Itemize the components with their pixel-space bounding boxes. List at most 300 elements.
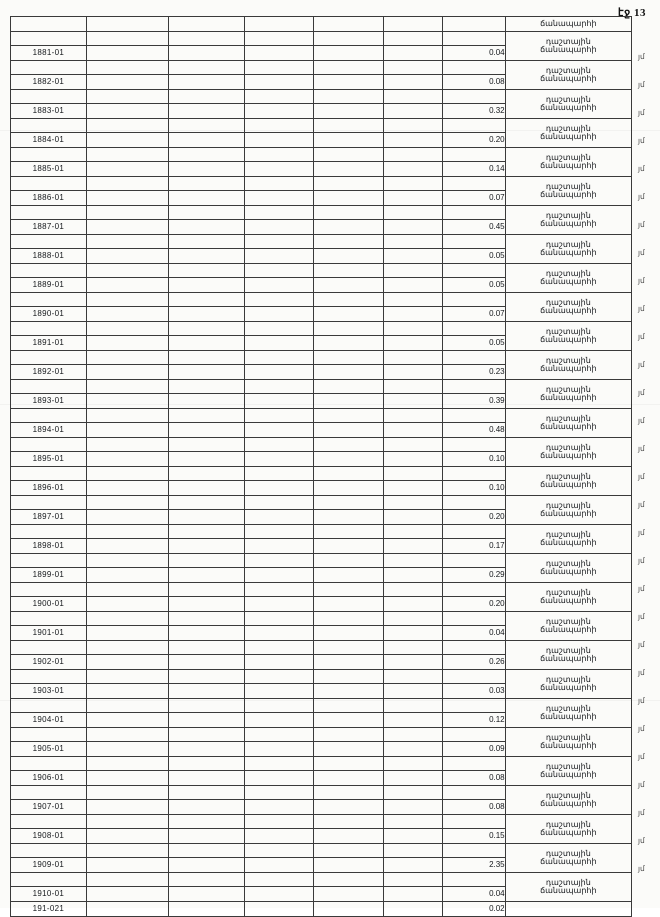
- cell-blank: [168, 641, 244, 655]
- cell-blank: [168, 293, 244, 307]
- cell-blank: [314, 307, 383, 322]
- margin-mark: յմ: [638, 863, 645, 873]
- margin-mark: յմ: [638, 667, 645, 677]
- cell-blank: [244, 307, 313, 322]
- cell-amount: [442, 467, 505, 481]
- cell-blank: [244, 597, 313, 612]
- cell-blank: [86, 394, 168, 409]
- cell-amount: 0.20: [442, 597, 505, 612]
- cell-amount: [442, 90, 505, 104]
- cell-blank: [383, 699, 442, 713]
- cell-blank: [244, 844, 313, 858]
- cell-blank: [383, 844, 442, 858]
- table-row: [11, 641, 632, 655]
- cell-blank: [168, 858, 244, 873]
- cell-blank: [383, 873, 442, 887]
- cell-blank: [314, 90, 383, 104]
- cell-blank: [244, 293, 313, 307]
- cell-blank: [86, 278, 168, 293]
- cell-blank: [244, 235, 313, 249]
- table-row: [11, 757, 632, 771]
- cell-amount: [442, 699, 505, 713]
- cell-blank: [314, 742, 383, 757]
- table-row: [11, 786, 632, 800]
- cell-blank: [244, 510, 313, 525]
- cell-blank: [244, 365, 313, 380]
- cell-blank: [244, 539, 313, 554]
- cell-blank: [168, 119, 244, 133]
- cell-blank: [168, 655, 244, 670]
- cell-code: 1910-01: [11, 887, 87, 902]
- cell-blank: [314, 786, 383, 800]
- cell-blank: [86, 612, 168, 626]
- cell-blank: [383, 32, 442, 46]
- cell-blank: [314, 873, 383, 887]
- cell-blank: [168, 423, 244, 438]
- cell-blank: [314, 394, 383, 409]
- cell-code: [11, 728, 87, 742]
- cell-blank: [86, 525, 168, 539]
- cell-code: [11, 757, 87, 771]
- cell-code: 1882-01: [11, 75, 87, 90]
- cell-blank: [244, 612, 313, 626]
- margin-mark: յմ: [638, 331, 645, 341]
- cell-code: 1906-01: [11, 771, 87, 786]
- cell-amount: 0.02: [442, 902, 505, 917]
- cell-blank: [383, 554, 442, 568]
- table-row: [11, 612, 632, 626]
- cell-code: [11, 699, 87, 713]
- cell-blank: [168, 365, 244, 380]
- cell-blank: [168, 670, 244, 684]
- cell-code: [11, 264, 87, 278]
- cell-blank: [314, 249, 383, 264]
- cell-code: 1891-01: [11, 336, 87, 351]
- cell-blank: [86, 568, 168, 583]
- cell-blank: [86, 757, 168, 771]
- cell-amount: [442, 728, 505, 742]
- cell-blank: [383, 525, 442, 539]
- cell-code: [11, 322, 87, 336]
- cell-blank: [168, 510, 244, 525]
- cell-blank: [244, 220, 313, 235]
- cell-blank: [168, 380, 244, 394]
- margin-mark: յմ: [638, 499, 645, 509]
- cell-code: 1894-01: [11, 423, 87, 438]
- table-row: [11, 815, 632, 829]
- cell-blank: [383, 568, 442, 583]
- cell-blank: [168, 46, 244, 61]
- cell-blank: [86, 191, 168, 206]
- table-row: [11, 61, 632, 75]
- cell-amount: 0.48: [442, 423, 505, 438]
- cell-blank: [383, 249, 442, 264]
- cell-amount: [442, 873, 505, 887]
- cell-code: 1895-01: [11, 452, 87, 467]
- cell-description: դաշտային ճանապարհի: [505, 177, 631, 206]
- cell-blank: [383, 206, 442, 220]
- cell-amount: 0.20: [442, 510, 505, 525]
- cell-blank: [383, 815, 442, 829]
- cell-description: դաշտային ճանապարհի: [505, 728, 631, 757]
- cell-code: 1897-01: [11, 510, 87, 525]
- cell-code: 1904-01: [11, 713, 87, 728]
- cell-blank: [383, 684, 442, 699]
- cell-blank: [314, 264, 383, 278]
- cell-code: [11, 380, 87, 394]
- cell-blank: [314, 612, 383, 626]
- margin-mark: յմ: [638, 835, 645, 845]
- margin-mark: յմ: [638, 555, 645, 565]
- cell-blank: [86, 264, 168, 278]
- cell-blank: [168, 902, 244, 917]
- cell-description: դաշտային ճանապարհի: [505, 873, 631, 902]
- table-row: [11, 32, 632, 46]
- cell-blank: [244, 336, 313, 351]
- cell-blank: [86, 220, 168, 235]
- cell-description: դաշտային ճանապարհի: [505, 32, 631, 61]
- margin-mark: յմ: [638, 779, 645, 789]
- cell-blank: [86, 481, 168, 496]
- cell-blank: [86, 641, 168, 655]
- cell-blank: [86, 351, 168, 365]
- cell-code: 1889-01: [11, 278, 87, 293]
- cell-blank: [168, 699, 244, 713]
- cell-blank: [168, 568, 244, 583]
- cell-description: դաշտային ճանապարհի: [505, 322, 631, 351]
- cell-blank: [168, 800, 244, 815]
- cell-blank: [168, 235, 244, 249]
- cell-blank: [244, 902, 313, 917]
- cell-blank: [383, 481, 442, 496]
- cell-blank: [383, 307, 442, 322]
- margin-mark: յմ: [638, 415, 645, 425]
- cell-description: դաշտային ճանապարհի: [505, 438, 631, 467]
- cell-amount: 0.39: [442, 394, 505, 409]
- cell-blank: [383, 365, 442, 380]
- cell-blank: [383, 220, 442, 235]
- cell-amount: [442, 815, 505, 829]
- cell-blank: [86, 46, 168, 61]
- cell-blank: [86, 438, 168, 452]
- cell-code: 1888-01: [11, 249, 87, 264]
- margin-mark: յմ: [638, 527, 645, 537]
- cell-amount: 0.32: [442, 104, 505, 119]
- cell-blank: [383, 858, 442, 873]
- cell-code: [11, 583, 87, 597]
- margin-mark: յմ: [638, 639, 645, 649]
- cell-blank: [383, 293, 442, 307]
- cell-description: դաշտային ճանապարհի: [505, 61, 631, 90]
- cell-blank: [314, 133, 383, 148]
- cell-blank: [244, 423, 313, 438]
- cell-blank: [383, 133, 442, 148]
- cell-amount: 0.08: [442, 800, 505, 815]
- cell-blank: [168, 220, 244, 235]
- cell-amount: 0.09: [442, 742, 505, 757]
- cell-blank: [86, 496, 168, 510]
- cell-amount: 0.15: [442, 829, 505, 844]
- cell-blank: [86, 75, 168, 90]
- cell-blank: [168, 409, 244, 423]
- cell-blank: [383, 757, 442, 771]
- cell-blank: [86, 293, 168, 307]
- cell-blank: [383, 452, 442, 467]
- cell-code: [11, 17, 87, 32]
- cell-code: 1909-01: [11, 858, 87, 873]
- cell-code: [11, 873, 87, 887]
- cell-blank: [86, 815, 168, 829]
- cell-description: դաշտային ճանապարհի: [505, 699, 631, 728]
- cell-blank: [314, 220, 383, 235]
- cell-blank: [244, 713, 313, 728]
- table-row: [11, 554, 632, 568]
- cell-blank: [86, 873, 168, 887]
- cell-blank: [244, 90, 313, 104]
- cell-blank: [86, 235, 168, 249]
- cell-blank: [168, 104, 244, 119]
- cell-description: դաշտային ճանապարհի: [505, 815, 631, 844]
- cell-amount: 0.04: [442, 887, 505, 902]
- cell-blank: [244, 800, 313, 815]
- margin-mark: յմ: [638, 107, 645, 117]
- cell-amount: 0.45: [442, 220, 505, 235]
- cell-blank: [168, 177, 244, 191]
- cell-blank: [244, 32, 313, 46]
- cell-amount: [442, 670, 505, 684]
- cell-blank: [168, 148, 244, 162]
- cell-amount: [442, 61, 505, 75]
- cell-amount: 0.26: [442, 655, 505, 670]
- margin-mark: յմ: [638, 275, 645, 285]
- cell-code: [11, 351, 87, 365]
- cell-code: 1896-01: [11, 481, 87, 496]
- cell-blank: [244, 481, 313, 496]
- cell-blank: [383, 800, 442, 815]
- margin-mark: յմ: [638, 807, 645, 817]
- cell-blank: [168, 452, 244, 467]
- cell-description: դաշտային ճանապարհի: [505, 583, 631, 612]
- cell-blank: [383, 742, 442, 757]
- table-row: [11, 293, 632, 307]
- cell-blank: [86, 162, 168, 177]
- cell-amount: [442, 32, 505, 46]
- cell-code: 1881-01: [11, 46, 87, 61]
- cell-code: [11, 844, 87, 858]
- cell-blank: [168, 32, 244, 46]
- cell-blank: [244, 148, 313, 162]
- cell-description: դաշտային ճանապարհի: [505, 525, 631, 554]
- cell-blank: [383, 264, 442, 278]
- table-row: [11, 873, 632, 887]
- cell-amount: [442, 438, 505, 452]
- cell-code: [11, 670, 87, 684]
- cell-blank: [86, 728, 168, 742]
- cell-blank: [244, 119, 313, 133]
- cell-blank: [86, 177, 168, 191]
- cell-blank: [244, 525, 313, 539]
- table-row: [11, 728, 632, 742]
- cell-blank: [383, 728, 442, 742]
- table-row: [11, 351, 632, 365]
- cell-blank: [86, 249, 168, 264]
- cell-blank: [86, 655, 168, 670]
- cell-code: [11, 235, 87, 249]
- cell-blank: [244, 742, 313, 757]
- table-row: [11, 235, 632, 249]
- cell-blank: [244, 162, 313, 177]
- cell-amount: [442, 409, 505, 423]
- cell-blank: [168, 206, 244, 220]
- cell-blank: [314, 191, 383, 206]
- cell-blank: [86, 104, 168, 119]
- cell-blank: [244, 278, 313, 293]
- cell-blank: [383, 351, 442, 365]
- cell-blank: [86, 800, 168, 815]
- cell-blank: [244, 380, 313, 394]
- cell-blank: [168, 17, 244, 32]
- cell-blank: [86, 742, 168, 757]
- margin-mark: յմ: [638, 247, 645, 257]
- page-number: էջ 13: [617, 7, 646, 19]
- cell-blank: [383, 75, 442, 90]
- cell-blank: [314, 336, 383, 351]
- cell-blank: [86, 307, 168, 322]
- cell-blank: [383, 61, 442, 75]
- cell-blank: [86, 206, 168, 220]
- cell-blank: [314, 177, 383, 191]
- cell-blank: [383, 409, 442, 423]
- margin-mark: յմ: [638, 471, 645, 481]
- margin-mark: յմ: [638, 443, 645, 453]
- cell-blank: [86, 148, 168, 162]
- cell-description: դաշտային ճանապարհի: [505, 757, 631, 786]
- cell-blank: [314, 626, 383, 641]
- cell-blank: [86, 133, 168, 148]
- cell-blank: [244, 206, 313, 220]
- cell-blank: [383, 902, 442, 917]
- cell-blank: [244, 496, 313, 510]
- cell-code: 191-021: [11, 902, 87, 917]
- cell-blank: [244, 554, 313, 568]
- cell-blank: [168, 307, 244, 322]
- cell-blank: [86, 684, 168, 699]
- cell-blank: [244, 873, 313, 887]
- cell-blank: [314, 467, 383, 481]
- margin-mark: յմ: [638, 387, 645, 397]
- cell-blank: [168, 438, 244, 452]
- cell-blank: [314, 510, 383, 525]
- cell-blank: [314, 61, 383, 75]
- cell-amount: 0.10: [442, 481, 505, 496]
- cell-blank: [244, 771, 313, 786]
- cell-blank: [86, 597, 168, 612]
- cell-blank: [244, 438, 313, 452]
- cell-blank: [383, 162, 442, 177]
- cell-blank: [244, 829, 313, 844]
- cell-blank: [86, 670, 168, 684]
- cell-blank: [86, 902, 168, 917]
- cell-code: [11, 32, 87, 46]
- table-row: [11, 467, 632, 481]
- cell-blank: [383, 829, 442, 844]
- cell-blank: [168, 481, 244, 496]
- cell-description: դաշտային ճանապարհի: [505, 264, 631, 293]
- cell-amount: 0.05: [442, 278, 505, 293]
- cell-blank: [244, 858, 313, 873]
- cell-blank: [86, 61, 168, 75]
- cell-amount: [442, 641, 505, 655]
- cell-code: 1901-01: [11, 626, 87, 641]
- cell-blank: [383, 655, 442, 670]
- table-row: [11, 148, 632, 162]
- cell-blank: [383, 887, 442, 902]
- cell-blank: [168, 525, 244, 539]
- margin-mark: յմ: [638, 303, 645, 313]
- cell-amount: [442, 119, 505, 133]
- cell-blank: [314, 800, 383, 815]
- cell-amount: 0.14: [442, 162, 505, 177]
- cell-amount: 0.07: [442, 307, 505, 322]
- cell-code: 1907-01: [11, 800, 87, 815]
- cell-amount: 0.05: [442, 336, 505, 351]
- cell-blank: [383, 597, 442, 612]
- cell-blank: [168, 554, 244, 568]
- cell-blank: [383, 119, 442, 133]
- cell-blank: [244, 133, 313, 148]
- cell-amount: [442, 17, 505, 32]
- cell-code: [11, 90, 87, 104]
- cell-blank: [314, 699, 383, 713]
- cell-blank: [314, 278, 383, 293]
- cell-code: [11, 293, 87, 307]
- cell-blank: [383, 104, 442, 119]
- table-row: [11, 322, 632, 336]
- cell-code: 1902-01: [11, 655, 87, 670]
- cell-blank: [244, 815, 313, 829]
- cell-blank: [86, 554, 168, 568]
- cell-code: 1885-01: [11, 162, 87, 177]
- cell-blank: [383, 90, 442, 104]
- cell-blank: [168, 742, 244, 757]
- cell-description: դաշտային ճանապարհի: [505, 206, 631, 235]
- cell-blank: [314, 104, 383, 119]
- cell-blank: [168, 191, 244, 206]
- cell-blank: [244, 249, 313, 264]
- cell-blank: [383, 191, 442, 206]
- cell-blank: [383, 626, 442, 641]
- cell-code: 1905-01: [11, 742, 87, 757]
- cell-code: [11, 786, 87, 800]
- cell-blank: [86, 90, 168, 104]
- cell-blank: [244, 17, 313, 32]
- cell-code: [11, 177, 87, 191]
- cell-blank: [383, 713, 442, 728]
- table-row: [11, 90, 632, 104]
- cell-amount: [442, 525, 505, 539]
- cell-code: 1890-01: [11, 307, 87, 322]
- cell-blank: [314, 655, 383, 670]
- cell-blank: [168, 75, 244, 90]
- cell-blank: [86, 467, 168, 481]
- cell-blank: [168, 496, 244, 510]
- cell-blank: [244, 104, 313, 119]
- cell-amount: 0.23: [442, 365, 505, 380]
- cell-blank: [86, 336, 168, 351]
- cell-code: 1884-01: [11, 133, 87, 148]
- cell-blank: [86, 539, 168, 554]
- cell-blank: [168, 873, 244, 887]
